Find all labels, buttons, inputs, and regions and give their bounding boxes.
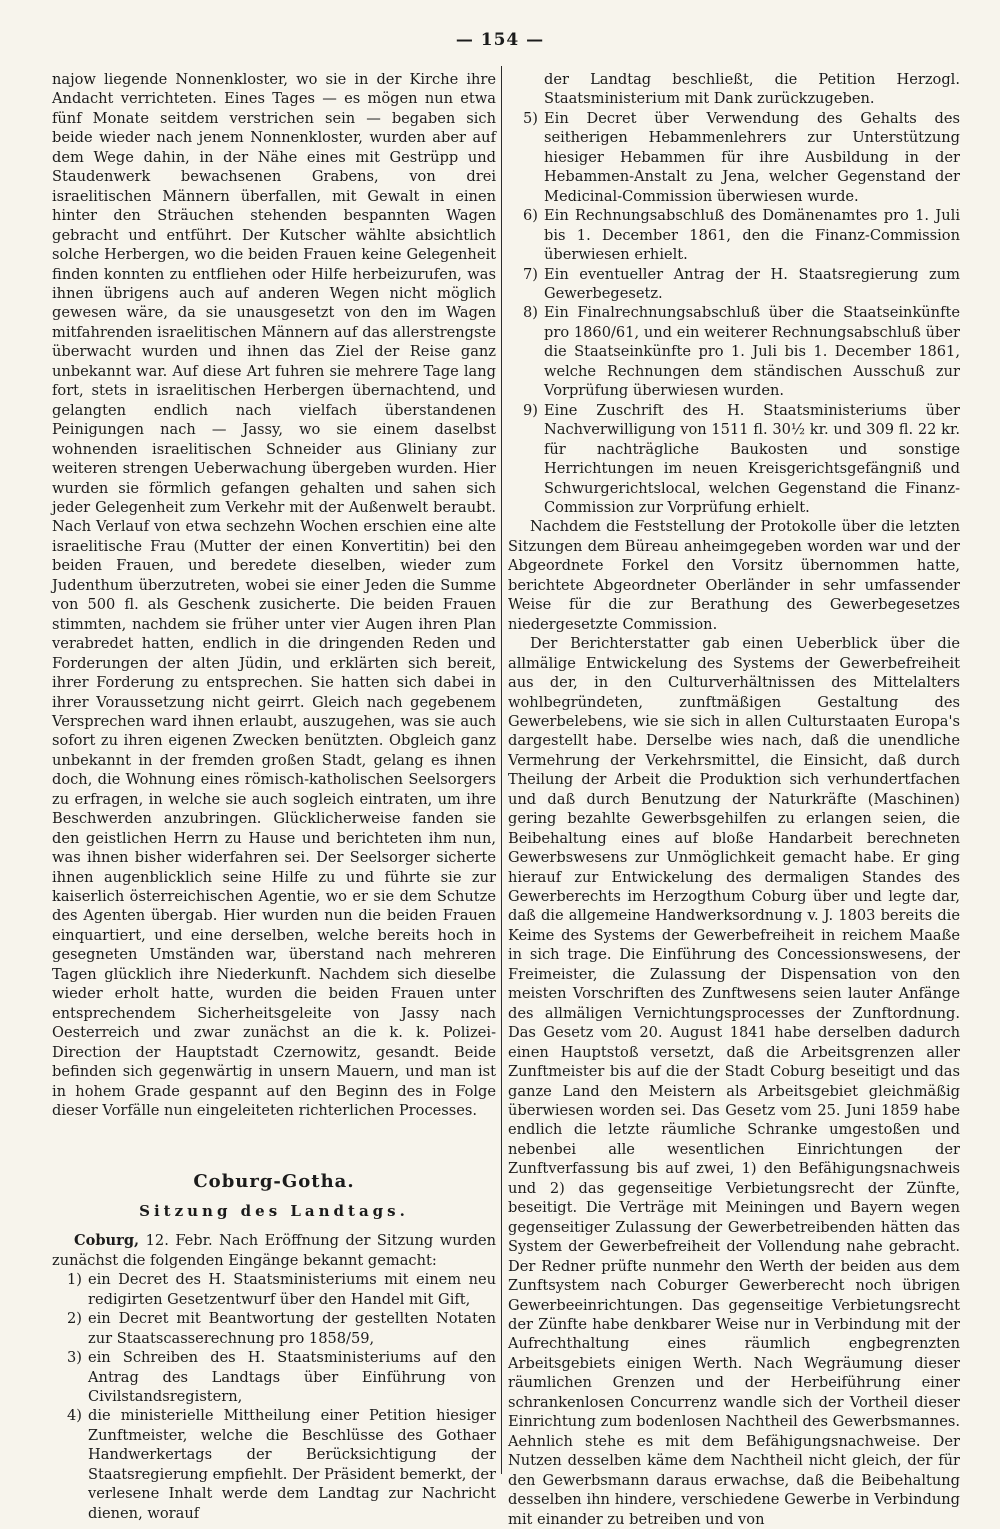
item-number: 1) [67,1271,82,1289]
item-text: Ein Rechnungsabschluß des Domänenamtes pro 1. Juli bis 1. December 1861, den die Finanz-Commission überwiesen erhielt. [544,207,960,264]
item-text: Eine Zuschrift des H. Staatsministeriums über Nachverwilligung von 1511 fl. 30½ kr. und 309 fl. 22 kr. für nachträgliche Baukosten und sonstige Herrichtungen im neuen Kreisgerichtsgefängniß und Schwurgerichtslocal, welchen Gegenstand die Finanz-Commission zur Vorprüfung erhielt. [544,401,960,516]
dateline: Coburg, [74,1232,140,1250]
item-text: ein Decret des H. Staatsministeriums mit einem neu redigirten Gesetzentwurf über den Handel mit Gift, [88,1271,496,1308]
item-text: der Landtag beschließt, die Petition Herzogl. Staatsministerium mit Dank zurückzugeben. [544,71,960,108]
item-text: ein Decret mit Beantwortung der gestellten Notaten zur Staatscasserechnung pro 1858/59, [88,1310,496,1347]
list-item [52,1309,496,1348]
item-text: die ministerielle Mittheilung einer Petition hiesiger Zunftmeister, welche die Beschlüsse des Gothaer Handwerkertags der Berücksichtigung der Staatsregierung empfiehlt. Der Präsident bemerkt, der verlesene Inhalt werde dem Landtag zur Nachricht dienen, worauf [88,1407,496,1522]
paragraph: Nachdem die Feststellung der Protokolle über die letzten Sitzungen dem Büreau anheimgegeben worden war und der Abgeordnete Forkel den Vorsitz übernommen hatte, berichtete Abgeordneter Oberländer in sehr umfassender Weise für die zur Berathung des Gewerbegesetzes niedergesetzte Commission. [508,518,960,633]
item-number: 2) [67,1310,82,1328]
session-intro [52,1231,496,1270]
item-number: 5) [523,109,538,127]
page-number: — 154 — [455,30,545,50]
item-number: 9) [523,401,538,419]
left-column [52,70,496,1522]
section-title: Coburg-Gotha. [193,1171,355,1193]
item-text: Ein Finalrechnungsabschluß über die Staatseinkünfte pro 1860/61, und ein weiterer Rechnungsabschluß über die Staatseinkünfte pro 1. Juli bis 1. December 1861, welche Rechnungen dem ständischen Ausschuß zur Vorprüfung überwiesen wurden. [544,304,960,400]
article-continuation: najow liegende Nonnenkloster, wo sie in der Kirche ihre Andacht verrichteten. Eines Tages — es mögen nun etwa fünf Monate seitdem verstrichen sein — begaben sich beide wieder nach jenem Nonnenkloster, wurden aber auf dem Wege dahin, in der Nähe eines mit Gestrüpp und Staudenwerk bewachsenen Grabens, von drei israelitischen Männern überfallen, mit Gewalt in einen hinter den Sträuchen stehenden bespannten Wagen gebracht und entführt. Der Kutscher wählte absichtlich solche Herbergen, wo die beiden Frauen keine Gelegenheit finden konnten zu entfliehen oder Hilfe herbeizurufen, was ihnen übrigens auch auf anderen Wegen nicht möglich gewesen wäre, da sie unausgesetzt von den im Wagen mitfahrenden israelitischen Männern auf das allerstrengste überwacht wurden und ihnen das Ziel der Reise ganz unbekannt war. Auf diese Art fuhren sie mehrere Tage lang fort, stets in israelitischen Herbergen übernachtend, und gelangten endlich nach vielfach überstandenen Peinigungen nach — Jassy, wo sie einem daselbst wohnenden israelitischen Schneider aus Gliniany zur weiteren strengen Ueberwachung übergeben wurden. Hier wurden sie förmlich gefangen gehalten und sahen sich jeder Gelegenheit zum Verkehr mit der Außenwelt beraubt. Nach Verlauf von etwa sechzehn Wochen erschien eine alte israelitische Frau (Mutter der einen Konvertitin) bei den beiden Frauen, und beredete dieselben, wieder zum Judenthum überzutreten, wobei sie einer Jeden die Summe von 500 fl. als Geschenk zusicherte. Die beiden Frauen stimmten, nachdem sie früher unter vier Augen ihren Plan verabredet hatten, endlich in die dringenden Reden und Forderungen der alten Jüdin, und erklärten sich bereit, ihrer Forderung zu entsprechen. Sie hatten sich dabei in ihrer Voraussetzung nicht geirrt. Gleich nach gegebenem Versprechen ward ihnen erlaubt, auszugehen, was sie auch sofort zu ihren eigenen Zwecken benützten. Obgleich ganz unbekannt in der fremden großen Stadt, gelang es ihnen doch, die Wohnung eines römisch-katholischen Seelsorgers zu erfragen, in welche sie auch sogleich eintraten, um ihre Beschwerden anzubringen. Glücklicherweise fanden sie den geistlichen Herrn zu Hause und berichteten ihm nun, was ihnen bisher widerfahren sei. Der Seelsorger sicherte ihnen augenblicklich seine Hilfe zu und führte sie zur kaiserlich österreichischen Agentie, wo er sie dem Schutze des Agenten übergab. Hier wurden nun die beiden Frauen einquartiert, und eine derselben, welche bereits hoch in gesegneten Umständen war, überstand nach mehreren Tagen glücklich ihre Niederkunft. Nachdem sich dieselbe wieder erholt hatte, wurden die beiden Frauen unter entsprechendem Sicherheitsgeleite von Jassy nach Oesterreich und zwar zunächst an die k. k. Polizei-Direction der Hauptstadt Czernowitz, gesandt. Beide befinden sich gegenwärtig in unsern Mauern, und man ist in hohem Grade gespannt auf den Beginn des in Folge dieser Vorfälle nun eingeleiteten richterlichen Processes. [52,71,496,1120]
list-item [508,206,960,264]
list-item [508,265,960,304]
item-text: ein Schreiben des H. Staatsministeriums auf den Antrag des Landtags über Einführung von Civilstandsregistern, [88,1349,496,1405]
list-item [52,1406,496,1523]
list-item-continuation [508,70,960,109]
column-divider [501,66,502,1474]
right-column [508,70,960,1528]
paragraph: Der Berichterstatter gab einen Ueberblick über die allmälige Entwickelung des Systems der Gewerbefreiheit aus der, in den Culturverhältnissen des Mittelalters wohlbegründeten, zunftmäßigen Gestaltung des Gewerbelebens, wie sie sich in allen Culturstaaten Europa's dargestellt habe. Derselbe wies nach, daß die unendliche Vermehrung der Verkehrsmittel, die Einsicht, daß durch Theilung der Arbeit die Produktion sich verhundertfachen und daß durch Benutzung der Naturkräfte (Maschinen) gering bezahlte Gewerbsgehilfen zu erlangen seien, die Beibehaltung eines auf bloße Handarbeit berechneten Gewerbswesens zur Unmöglichkeit gemacht habe. Er ging hierauf zur Entwickelung des dermaligen Standes des Gewerberechts im Herzogthum Coburg über und legte dar, daß die allgemeine Handwerksordnung v. J. 1803 bereits die Keime des Systems der Gewerbefreiheit in reichem Maaße in sich trage. Die Einführung des Concessionswesens, der Freimeister, die Zulassung der Dispensation von den meisten Vorschriften des Zunftwesens seien lauter Anfänge des allmäligen Vernichtungsprocesses der Zunftordnung. Das Gesetz vom 20. August 1841 habe derselben dadurch einen Hauptstoß versetzt, daß die Arbeitsgrenzen aller Zunftmeister bis auf die der Stadt Coburg beseitigt und das ganze Land den Meistern als Arbeitsgebiet gleichmäßig überwiesen worden sei. Das Gesetz vom 25. Juni 1859 habe endlich die letzte räumliche Schranke umgestoßen und nebenbei alle wesentlichen Einrichtungen der Zunftverfassung bis auf zwei, 1) den Befähigungsnachweis und 2) das gegenseitige Verbietungsrecht der Zünfte, beseitigt. Die Verträge mit Meiningen und Bayern wegen gegenseitiger Zulassung der Gewerbetreibenden hätten das System der Gewerbefreiheit der Vollendung nahe gebracht. Der Redner prüfte nunmehr den Werth der beiden aus dem Zunftsystem nach Coburger Gewerberecht noch übrigen Gewerbeeinrichtungen. Das gegenseitige Verbietungsrecht der Zünfte habe denkbarer Weise nur in Verbindung mit der Aufrechthaltung eines räumlich engbegrenzten Arbeitsgebiets einigen Werth. Nach Wegräumung dieser räumlichen Grenzen und der Herbeiführung einer schrankenlosen Concurrenz wandle sich der Vortheil dieser Einrichtung zum bodenlosen Nachtheil des Gewerbsmannes. Aehnlich stehe es mit dem Befähigungsnachweise. Der Nutzen desselben käme dem Nachtheil nicht gleich, der für den Gewerbsmann daraus erwachse, daß die Beibehaltung desselben ihn hindere, verschiedene Gewerbe in Verbindung mit einander zu betreiben und von [508,635,960,1528]
item-number: 7) [523,265,538,283]
list-item [52,1270,496,1309]
list-item [508,109,960,206]
item-number: 3) [67,1349,82,1367]
sub-title: Sitzung des Landtags. [139,1201,409,1220]
item-number: 6) [523,207,538,225]
list-item [52,1348,496,1406]
list-item [508,401,960,518]
item-number: 4) [67,1407,82,1425]
item-text: Ein Decret über Verwendung des Gehalts des seitherigen Hebammenlehrers zur Unterstützung hiesiger Hebammen für ihre Ausbildung in der Hebammen-Anstalt zu Jena, welcher Gegenstand der Medicinal-Commission überwiesen wurde. [544,109,960,205]
intro-text: 12. Febr. Nach Eröffnung der Sitzung wurden zunächst die folgenden Eingänge bekannt gemacht: [52,1232,496,1269]
item-text: Ein eventueller Antrag der H. Staatsregierung zum Gewerbegesetz. [544,265,960,302]
item-number: 8) [523,304,538,322]
list-item [508,303,960,400]
